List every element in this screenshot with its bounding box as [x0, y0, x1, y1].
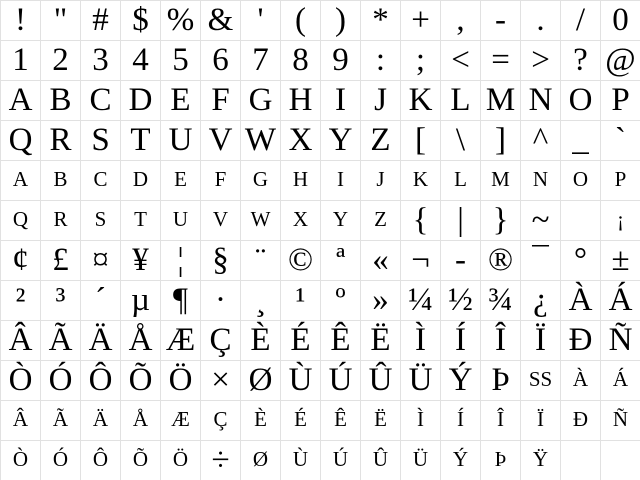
glyph-cell[interactable]: A: [0, 160, 40, 200]
glyph-cell[interactable]: B: [40, 160, 80, 200]
glyph-cell[interactable]: E: [160, 80, 200, 120]
glyph-cell[interactable]: -: [440, 240, 480, 280]
glyph-cell[interactable]: 1: [0, 40, 40, 80]
glyph-cell[interactable]: ±: [600, 240, 640, 280]
glyph-cell[interactable]: È: [240, 320, 280, 360]
glyph-cell[interactable]: [: [400, 120, 440, 160]
glyph-cell[interactable]: X: [280, 200, 320, 240]
glyph-cell[interactable]: Í: [440, 320, 480, 360]
glyph-cell[interactable]: F: [200, 80, 240, 120]
glyph-cell[interactable]: J: [360, 80, 400, 120]
glyph-cell[interactable]: À: [560, 280, 600, 320]
glyph-cell[interactable]: ': [240, 0, 280, 40]
glyph-cell[interactable]: Ó: [40, 360, 80, 400]
glyph-cell[interactable]: Û: [360, 440, 400, 480]
glyph-cell[interactable]: .: [520, 0, 560, 40]
glyph-cell[interactable]: Þ: [480, 360, 520, 400]
glyph-cell[interactable]: G: [240, 80, 280, 120]
glyph-cell[interactable]: Ì: [400, 400, 440, 440]
glyph-cell[interactable]: Ã: [40, 400, 80, 440]
glyph-cell[interactable]: ×: [200, 360, 240, 400]
glyph-cell[interactable]: Ý: [440, 440, 480, 480]
glyph-cell[interactable]: L: [440, 80, 480, 120]
glyph-cell[interactable]: M: [480, 160, 520, 200]
glyph-cell[interactable]: ¯: [520, 240, 560, 280]
glyph-cell[interactable]: A: [0, 80, 40, 120]
glyph-cell[interactable]: Ö: [160, 440, 200, 480]
glyph-cell[interactable]: K: [400, 160, 440, 200]
glyph-cell[interactable]: 7: [240, 40, 280, 80]
glyph-cell[interactable]: É: [280, 400, 320, 440]
glyph-cell[interactable]: ¿: [520, 280, 560, 320]
glyph-cell[interactable]: Æ: [160, 400, 200, 440]
glyph-cell[interactable]: H: [280, 160, 320, 200]
glyph-cell[interactable]: W: [240, 200, 280, 240]
glyph-cell[interactable]: Ø: [240, 360, 280, 400]
glyph-cell[interactable]: R: [40, 120, 80, 160]
glyph-cell[interactable]: ¨: [240, 240, 280, 280]
glyph-cell[interactable]: 8: [280, 40, 320, 80]
empty-cell: [600, 440, 640, 480]
glyph-cell[interactable]: Õ: [120, 440, 160, 480]
glyph-cell[interactable]: ¥: [120, 240, 160, 280]
glyph-cell[interactable]: Â: [0, 400, 40, 440]
glyph-cell[interactable]: °: [560, 240, 600, 280]
glyph-cell[interactable]: Ú: [320, 360, 360, 400]
empty-cell: [560, 440, 600, 480]
glyph-cell[interactable]: µ: [120, 280, 160, 320]
glyph-cell[interactable]: %: [160, 0, 200, 40]
glyph-cell[interactable]: º: [320, 280, 360, 320]
glyph-cell[interactable]: Å: [120, 400, 160, 440]
glyph-cell[interactable]: ]: [480, 120, 520, 160]
glyph-cell[interactable]: ~: [520, 200, 560, 240]
glyph-cell[interactable]: Y: [320, 200, 360, 240]
glyph-cell[interactable]: 2: [40, 40, 80, 80]
glyph-cell[interactable]: Z: [360, 200, 400, 240]
glyph-cell[interactable]: £: [40, 240, 80, 280]
glyph-cell[interactable]: Ó: [40, 440, 80, 480]
glyph-cell[interactable]: Í: [440, 400, 480, 440]
glyph-cell[interactable]: C: [80, 160, 120, 200]
glyph-cell[interactable]: N: [520, 160, 560, 200]
glyph-cell[interactable]: U: [160, 200, 200, 240]
glyph-cell[interactable]: Ÿ: [520, 440, 560, 480]
glyph-cell[interactable]: N: [520, 80, 560, 120]
glyph-cell[interactable]: Ù: [280, 440, 320, 480]
glyph-cell[interactable]: ;: [400, 40, 440, 80]
glyph-cell[interactable]: ¶: [160, 280, 200, 320]
glyph-cell[interactable]: Ô: [80, 440, 120, 480]
glyph-cell[interactable]: *: [360, 0, 400, 40]
glyph-cell[interactable]: Ô: [80, 360, 120, 400]
glyph-cell[interactable]: Q: [0, 120, 40, 160]
glyph-cell[interactable]: &: [200, 0, 240, 40]
glyph-cell[interactable]: Å: [120, 320, 160, 360]
glyph-cell[interactable]: H: [280, 80, 320, 120]
glyph-cell[interactable]: ,: [440, 0, 480, 40]
glyph-cell[interactable]: »: [360, 280, 400, 320]
glyph-cell[interactable]: /: [560, 0, 600, 40]
glyph-cell[interactable]: Ì: [400, 320, 440, 360]
glyph-cell[interactable]: ¦: [160, 240, 200, 280]
glyph-cell[interactable]: Ë: [360, 400, 400, 440]
glyph-cell[interactable]: V: [200, 200, 240, 240]
glyph-cell[interactable]: §: [200, 240, 240, 280]
glyph-cell[interactable]: |: [440, 200, 480, 240]
glyph-cell[interactable]: Ë: [360, 320, 400, 360]
glyph-cell[interactable]: ): [320, 0, 360, 40]
glyph-cell[interactable]: Ñ: [600, 320, 640, 360]
glyph-cell[interactable]: -: [480, 0, 520, 40]
glyph-cell[interactable]: ª: [320, 240, 360, 280]
glyph-cell[interactable]: >: [520, 40, 560, 80]
glyph-cell[interactable]: O: [560, 160, 600, 200]
glyph-cell[interactable]: Æ: [160, 320, 200, 360]
glyph-cell[interactable]: Z: [360, 120, 400, 160]
glyph-cell[interactable]: 4: [120, 40, 160, 80]
glyph-cell[interactable]: ¤: [80, 240, 120, 280]
glyph-cell[interactable]: Ê: [320, 320, 360, 360]
glyph-cell[interactable]: ¢: [0, 240, 40, 280]
glyph-cell[interactable]: ¾: [480, 280, 520, 320]
glyph-cell[interactable]: Ð: [560, 320, 600, 360]
glyph-cell[interactable]: ®: [480, 240, 520, 280]
glyph-cell[interactable]: @: [600, 40, 640, 80]
glyph-cell[interactable]: D: [120, 160, 160, 200]
glyph-cell[interactable]: Õ: [120, 360, 160, 400]
glyph-cell[interactable]: Ü: [400, 360, 440, 400]
glyph-cell[interactable]: ³: [40, 280, 80, 320]
glyph-cell[interactable]: ÷: [200, 440, 240, 480]
glyph-cell[interactable]: =: [480, 40, 520, 80]
glyph-cell[interactable]: 5: [160, 40, 200, 80]
glyph-cell[interactable]: ": [40, 0, 80, 40]
glyph-cell[interactable]: 9: [320, 40, 360, 80]
glyph-cell[interactable]: I: [320, 80, 360, 120]
glyph-cell[interactable]: Ý: [440, 360, 480, 400]
glyph-cell[interactable]: D: [120, 80, 160, 120]
glyph-cell[interactable]: +: [400, 0, 440, 40]
glyph-cell[interactable]: È: [240, 400, 280, 440]
glyph-cell[interactable]: T: [120, 120, 160, 160]
glyph-cell[interactable]: `: [600, 120, 640, 160]
glyph-cell[interactable]: Ï: [520, 400, 560, 440]
glyph-cell[interactable]: ´: [80, 280, 120, 320]
glyph-cell[interactable]: Ã: [40, 320, 80, 360]
glyph-cell[interactable]: T: [120, 200, 160, 240]
glyph-cell[interactable]: #: [80, 0, 120, 40]
glyph-cell[interactable]: Â: [0, 320, 40, 360]
glyph-cell[interactable]: ?: [560, 40, 600, 80]
glyph-cell[interactable]: ¼: [400, 280, 440, 320]
glyph-cell[interactable]: Y: [320, 120, 360, 160]
glyph-cell[interactable]: I: [320, 160, 360, 200]
glyph-cell[interactable]: Ò: [0, 360, 40, 400]
glyph-cell[interactable]: {: [400, 200, 440, 240]
glyph-cell[interactable]: ½: [440, 280, 480, 320]
glyph-cell[interactable]: Ù: [280, 360, 320, 400]
glyph-cell[interactable]: Ç: [200, 400, 240, 440]
glyph-cell[interactable]: S: [80, 120, 120, 160]
glyph-cell[interactable]: K: [400, 80, 440, 120]
glyph-cell[interactable]: P: [600, 80, 640, 120]
glyph-cell[interactable]: W: [240, 120, 280, 160]
glyph-cell[interactable]: 3: [80, 40, 120, 80]
glyph-cell[interactable]: X: [280, 120, 320, 160]
glyph-cell[interactable]: Ü: [400, 440, 440, 480]
glyph-cell[interactable]: Ç: [200, 320, 240, 360]
glyph-cell[interactable]: Ø: [240, 440, 280, 480]
glyph-cell[interactable]: V: [200, 120, 240, 160]
glyph-cell[interactable]: Ä: [80, 400, 120, 440]
glyph-cell[interactable]: Á: [600, 280, 640, 320]
glyph-cell[interactable]: U: [160, 120, 200, 160]
glyph-cell[interactable]: B: [40, 80, 80, 120]
glyph-cell[interactable]: Á: [600, 360, 640, 400]
glyph-cell[interactable]: P: [600, 160, 640, 200]
glyph-cell[interactable]: Ð: [560, 400, 600, 440]
glyph-cell[interactable]: J: [360, 160, 400, 200]
glyph-cell[interactable]: O: [560, 80, 600, 120]
glyph-cell[interactable]: ¹: [280, 280, 320, 320]
glyph-cell[interactable]: Û: [360, 360, 400, 400]
glyph-cell[interactable]: :: [360, 40, 400, 80]
glyph-cell[interactable]: C: [80, 80, 120, 120]
glyph-cell[interactable]: Ú: [320, 440, 360, 480]
glyph-cell[interactable]: <: [440, 40, 480, 80]
glyph-cell[interactable]: R: [40, 200, 80, 240]
glyph-cell[interactable]: Î: [480, 400, 520, 440]
glyph-cell[interactable]: S: [80, 200, 120, 240]
glyph-cell[interactable]: Ï: [520, 320, 560, 360]
glyph-cell[interactable]: _: [560, 120, 600, 160]
glyph-cell[interactable]: }: [480, 200, 520, 240]
glyph-cell[interactable]: E: [160, 160, 200, 200]
glyph-cell[interactable]: ·: [200, 280, 240, 320]
glyph-cell[interactable]: «: [360, 240, 400, 280]
glyph-cell[interactable]: 6: [200, 40, 240, 80]
glyph-cell[interactable]: !: [0, 0, 40, 40]
glyph-cell[interactable]: F: [200, 160, 240, 200]
glyph-cell[interactable]: M: [480, 80, 520, 120]
glyph-cell[interactable]: ²: [0, 280, 40, 320]
glyph-cell[interactable]: Ä: [80, 320, 120, 360]
glyph-cell[interactable]: ^: [520, 120, 560, 160]
glyph-cell[interactable]: $: [120, 0, 160, 40]
glyph-cell[interactable]: (: [280, 0, 320, 40]
glyph-cell[interactable]: L: [440, 160, 480, 200]
glyph-cell[interactable]: ¡: [600, 200, 640, 240]
glyph-cell[interactable]: Þ: [480, 440, 520, 480]
glyph-cell[interactable]: SS: [520, 360, 560, 400]
glyph-cell[interactable]: ©: [280, 240, 320, 280]
glyph-cell[interactable]: ¸: [240, 280, 280, 320]
glyph-cell[interactable]: Q: [0, 200, 40, 240]
empty-cell: [560, 200, 600, 240]
glyph-cell[interactable]: À: [560, 360, 600, 400]
glyph-cell[interactable]: \: [440, 120, 480, 160]
glyph-cell[interactable]: ¬: [400, 240, 440, 280]
glyph-cell[interactable]: Î: [480, 320, 520, 360]
glyph-cell[interactable]: G: [240, 160, 280, 200]
glyph-cell[interactable]: Ñ: [600, 400, 640, 440]
glyph-cell[interactable]: Ò: [0, 440, 40, 480]
glyph-cell[interactable]: Ê: [320, 400, 360, 440]
glyph-cell[interactable]: 0: [600, 0, 640, 40]
glyph-cell[interactable]: Ö: [160, 360, 200, 400]
glyph-cell[interactable]: É: [280, 320, 320, 360]
